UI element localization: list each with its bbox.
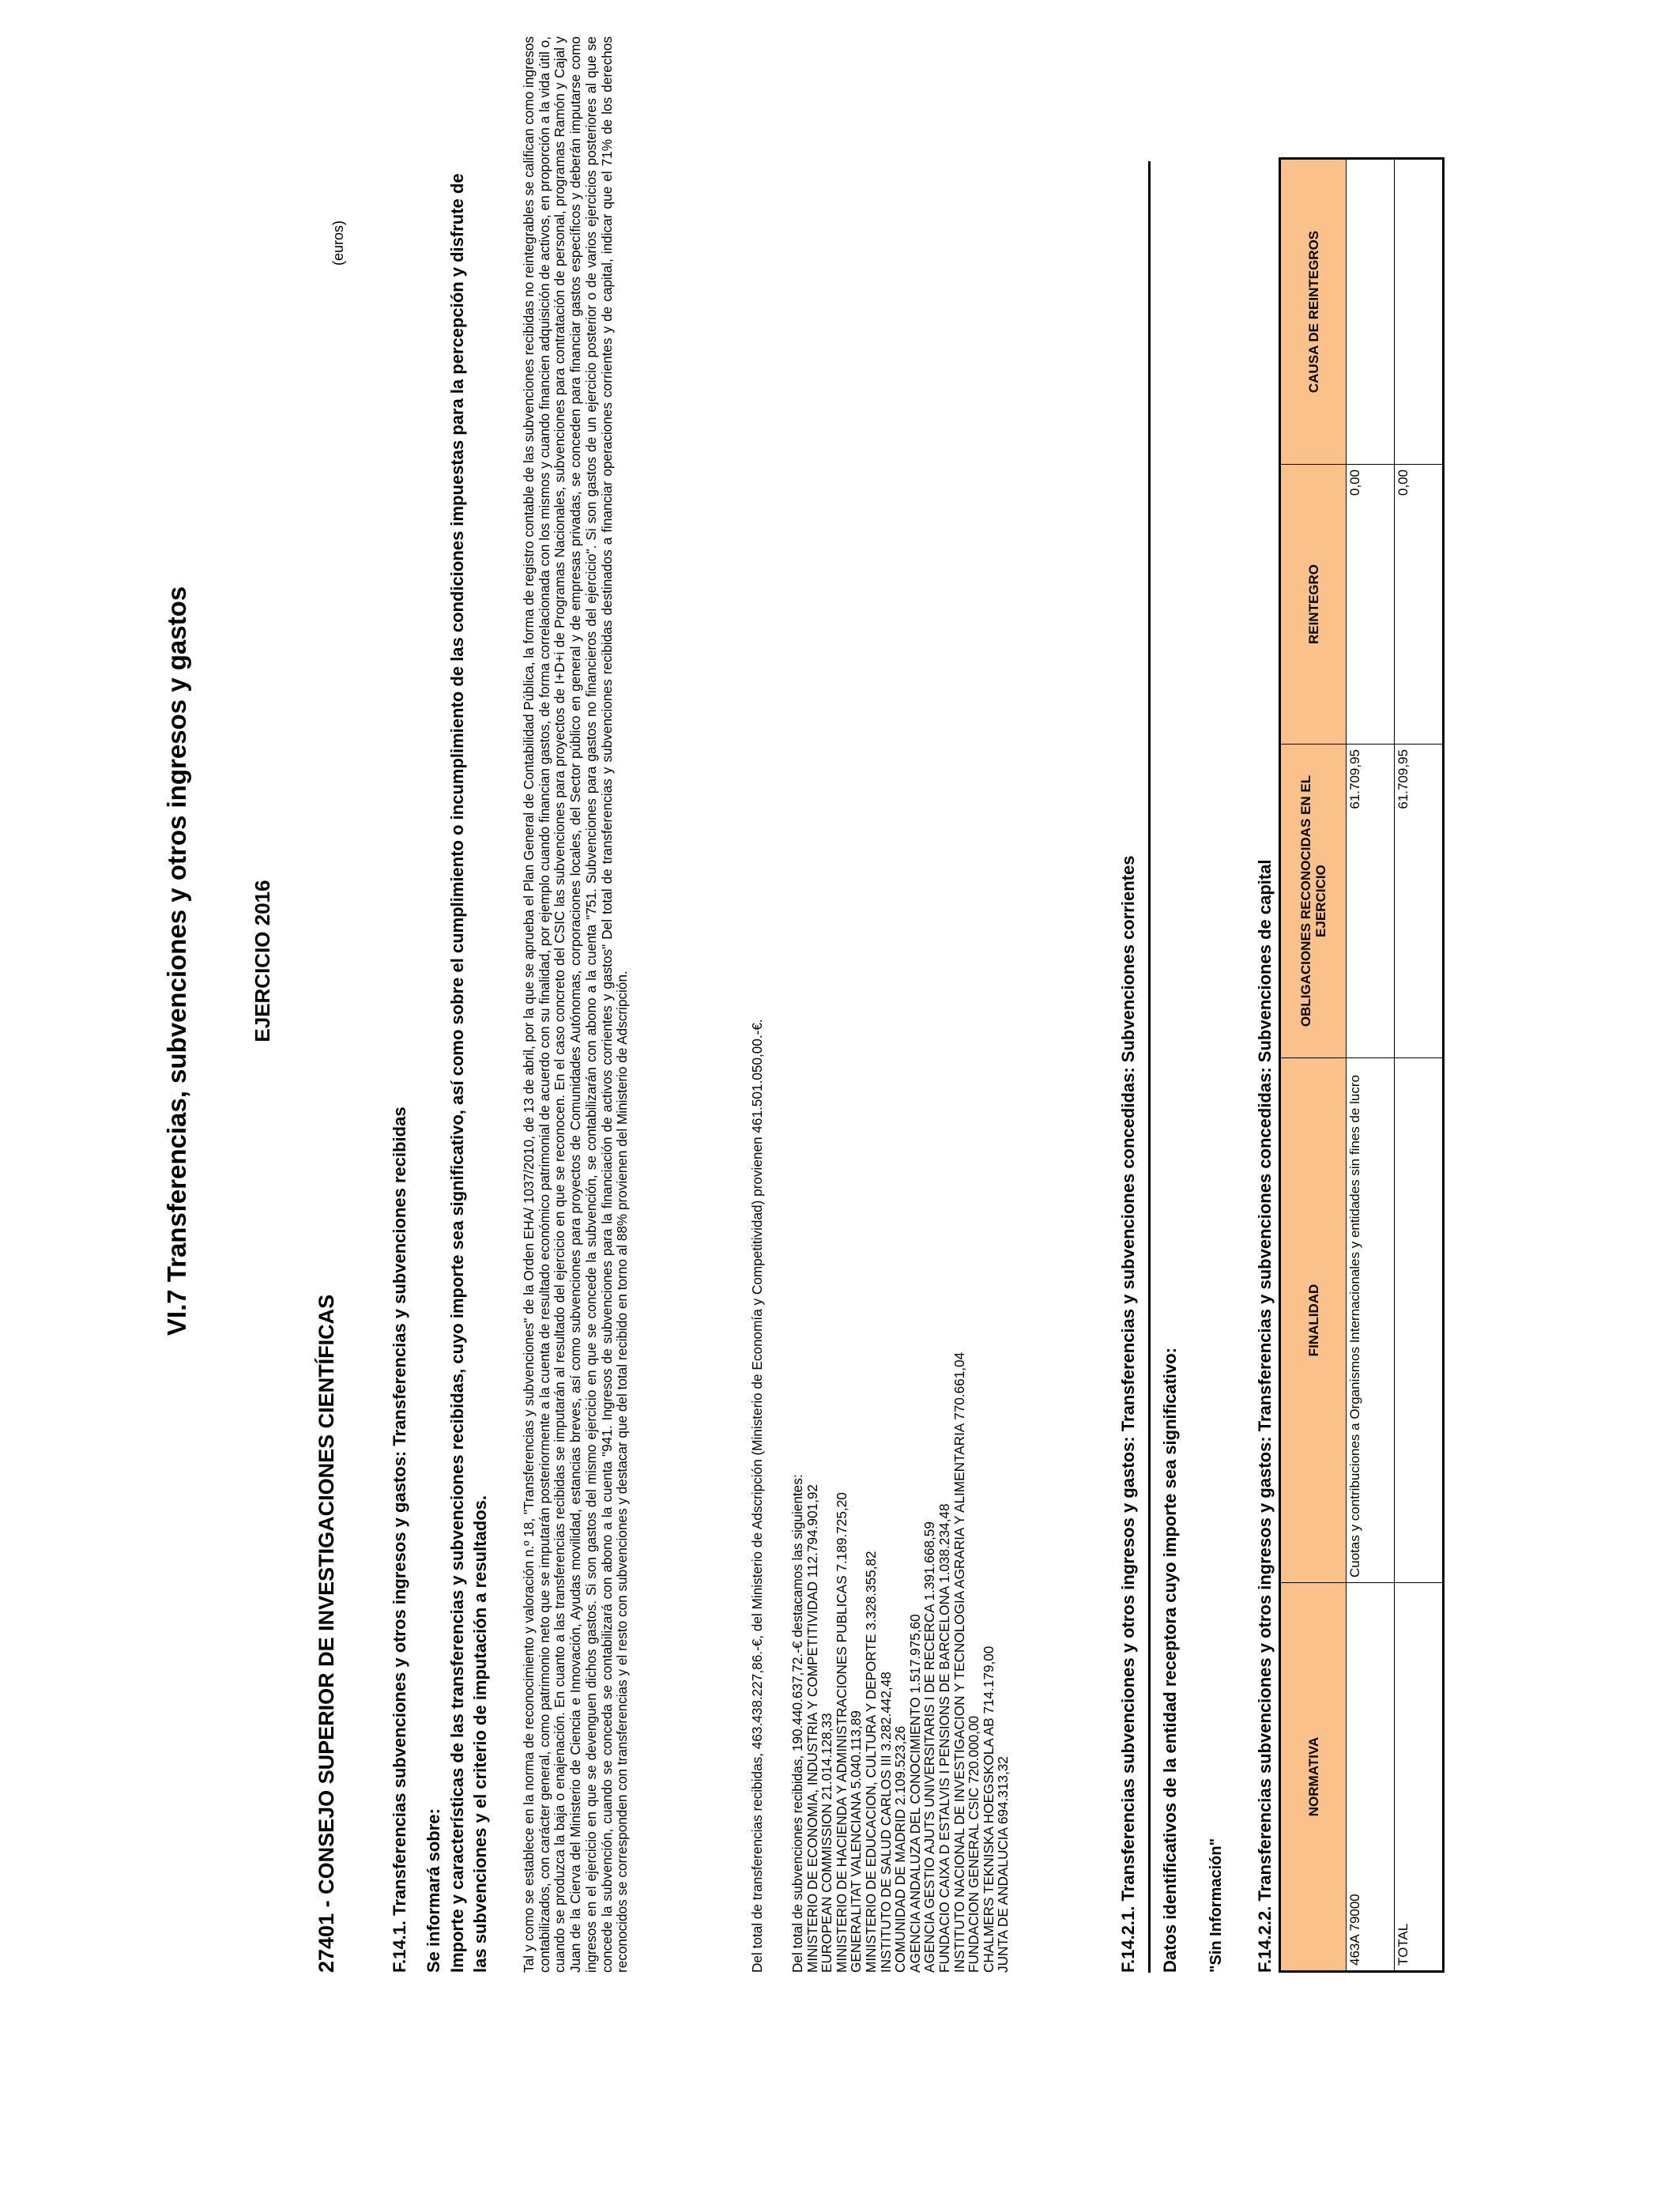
section-f1421-heading: F.14.2.1. Transferencias subvenciones y otros ingresos y gastos: Transferencias y subvenciones concedidas: Subvenciones corrientes [1118,855,1138,1973]
section-divider [1148,161,1151,1973]
column-header-reintegro: REINTEGRO [1280,465,1347,745]
list-item: EUROPEAN COMMISSION 21.014.128,33 [819,1713,835,1973]
list-item: INSTITUTO NACIONAL DE INVESTIGACION Y TECNOLOGIA AGRARIA Y ALIMENTARIA 770.661,04 [951,1351,967,1973]
section-f1422-heading: F.14.2.2. Transferencias subvenciones y otros ingresos y gastos: Transferencias y subvenciones concedidas: Subvenciones de capital [1255,859,1275,1973]
datos-identificativos-label: Datos identificativos de la entidad receptora cuyo importe sea significativo: [1160,1348,1180,1973]
cell-obligaciones: 61.709,95 [1347,745,1395,1058]
list-item: JUNTA DE ANDALUCIA 694.313,32 [995,1756,1011,1973]
subvenciones-capital-table [1279,157,1445,1973]
list-item: MINISTERIO DE ECONOMIA, INDUSTRIA Y COMPETITIVIDAD 112.794.901,92 [804,1484,820,1973]
units-label: (euros) [330,220,346,266]
cell-causa [1395,159,1444,465]
list-item: CHALMERS TEKNISKA HOEGSKOLA AB 714.179,00 [980,1646,996,1973]
cell-finalidad [1395,1058,1444,1583]
explanatory-paragraph: Tal y como se establece en la norma de reconocimiento y valoración n.º 18, "Transferencias y subvenciones" de la Orden EHA/ 1037/2010, de 13 de abril, por la que se aprueba el Plan General de Contabilidad Pública, la forma de registro contable de las subvenciones recibidas no reintegrables se califican como ingresos contabilizados, con carácter general, como patrimonio neto que se imputarán posteriormente a la cuenta de resultado económico patrimonial de acuerdo con su finalidad, por ejemplo cuando financian gastos, de forma correlacionada con los mismos y cuando financien adquisición de activos, en proporción a la vida útil o, cuando se produzca la baja o enajenación. En cuanto a las transferencias recibidas se imputarán al resultado del ejercicio en que se reconocen. En el caso concreto del CSIC las subvenciones para proyectos de I+D+i de Programas Nacionales, subvenciones para contratación de personal, programas Ramón y Cajal y Juan de la Cierva del Ministerio de Ciencia e Innovación, Ayudas movilidad, estancias breves, así como subvenciones para proyectos de Comunidades Autónomas, corporaciones locales, del Sector público en general y de empresas privadas, se conceden para financiar gastos específicos y deberán imputarse como ingresos en el ejercicio en que se devenguen dichos gastos. Si son gastos del mismo ejercicio en que se concede la subvención, se contabilizarán con abono a la cuenta "751. Subvenciones para gastos no financieros del ejercicio". Si son gastos de un ejercicio posterior o de varios ejercicios posteriores al que se concede la subvención, cuando se conceda se contabilizará con abono a la cuenta "941. Ingresos de subvenciones para la financiación de activos corrientes y gastos" Del total de transferencias y subvenciones recibidas destinados a financiar operaciones corrientes y de capital, indicar que el 71% de los derechos reconocidos se corresponden con transferencias y el resto con subvenciones y destacar que del total recibido en torno al 88% provienen del Ministerio de Adscripción. [521,36,631,1973]
list-item: AGENCIA ANDALUZA DEL CONOCIMIENTO 1.517.975,60 [906,1614,923,1973]
table-row [1347,159,1395,1972]
column-header-finalidad: FINALIDAD [1280,1058,1347,1583]
ejercicio-label: EJERCICIO 2016 [250,880,274,1042]
list-item: FUNDACION GENERAL CSIC 720.000,00 [966,1715,982,1973]
list-item: MINISTERIO DE HACIENDA Y ADMINISTRACIONES PUBLICAS 7.189.725,20 [833,1492,849,1973]
cell-reintegro: 0,00 [1347,465,1395,745]
cell-causa [1347,159,1395,465]
se-informara-label: Se informará sobre: [424,1808,443,1973]
table-total-row [1395,159,1444,1972]
column-header-causa: CAUSA DE REINTEGROS [1280,159,1347,465]
column-header-normativa: NORMATIVA [1280,1583,1347,1972]
cell-total-label: TOTAL [1395,1583,1444,1972]
cell-finalidad: Cuotas y contribuciones a Organismos Internacionales y entidades sin fines de lucro [1347,1058,1395,1583]
column-header-obligaciones: OBLIGACIONES RECONOCIDAS EN EL EJERCICIO [1280,745,1347,1058]
cell-total-reintegro: 0,00 [1395,465,1444,745]
subvenciones-list [790,1352,1011,1973]
section-f141-heading: F.14.1. Transferencias subvenciones y otros ingresos y gastos: Transferencias y subvenciones recibidas [390,1106,409,1973]
list-item: AGENCIA GESTIO AJUTS UNIVERSITARIS I DE RECERCA 1.391.668,59 [921,1521,938,1973]
cell-total-obligaciones: 61.709,95 [1395,745,1444,1058]
cell-normativa: 463A 79000 [1347,1583,1395,1972]
entity-heading: 27401 - CONSEJO SUPERIOR DE INVESTIGACIONES CIENTÍFICAS [315,1294,338,1973]
list-item: FUNDACIO CAIXA D ESTALVIS I PENSIONS DE BARCELONA 1.038.234,48 [936,1503,952,1973]
list-item: INSTITUTO DE SALUD CARLOS III 3.282.442,48 [877,1672,894,1973]
total-transferencias-text: Del total de transferencias recibidas, 463.438.227,86.-€, del Ministerio de Adscripción (Ministerio de Economía y Competitividad) provienen 461.501.050,00.-€. [749,1019,765,1973]
page-title: VI.7 Transferencias, subvenciones y otros ingresos y gastos [162,586,191,1336]
importe-description: Importe y características de las transferencias y subvenciones recibidas, cuyo importe sea significativo, así como sobre el cumplimiento o incumplimiento de las condiciones impuestas para la percepción y disfrute de las subvenciones y el criterio de imputación a resultados. [447,173,490,1973]
list-item: COMUNIDAD DE MADRID 2.109.523,26 [892,1725,909,1973]
list-intro: Del total de subvenciones recibidas, 190.440.637,72.-€ destacamos las siguientes: [789,1474,805,1973]
table-header-row [1280,159,1347,1972]
sin-informacion-label: "Sin Información" [1207,1838,1225,1973]
list-item: MINISTERIO DE EDUCACION, CULTURA Y DEPORTE 3.328.355,82 [862,1551,879,1973]
list-item: GENERALITAT VALENCIANA 5.040.113,89 [848,1710,864,1973]
